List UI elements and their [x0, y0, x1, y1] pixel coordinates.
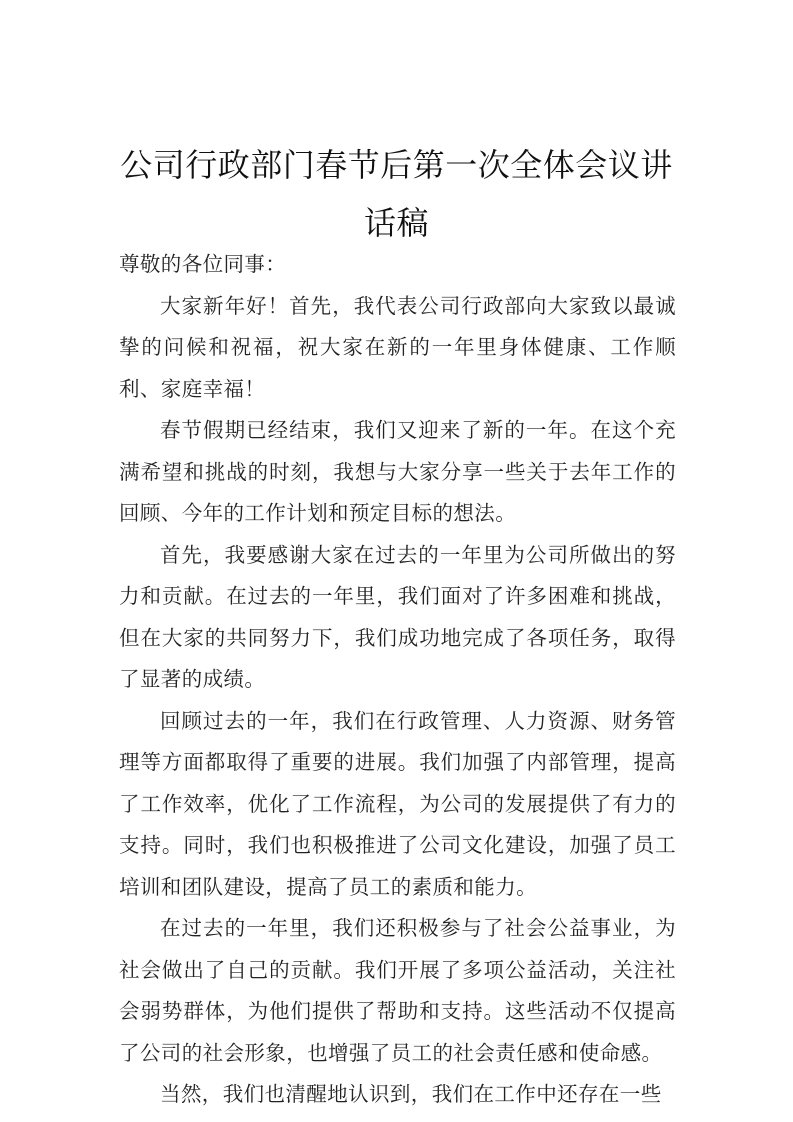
paragraph-review: 回顾过去的一年，我们在行政管理、人力资源、财务管理等方面都取得了重要的进展。我们加强了内部管理，提高了工作效率，优化了工作流程，为公司的发展提供了有力的支持。同时，我们也积极推进了公司文化建设，加强了员工培训和团队建设，提高了员工的素质和能力。	[119, 708, 676, 899]
document-body	[119, 244, 676, 1116]
document-title: 公司行政部门春节后第一次全体会议讲话稿	[120, 146, 673, 242]
paragraph-intro: 春节假期已经结束，我们又迎来了新的一年。在这个充满希望和挑战的时刻，我想与大家分享一些关于去年工作的回顾、今年的工作计划和预定目标的想法。	[119, 418, 676, 525]
paragraph-public-welfare: 在过去的一年里，我们还积极参与了社会公益事业，为社会做出了自己的贡献。我们开展了多项公益活动，关注社会弱势群体，为他们提供了帮助和支持。这些活动不仅提高了公司的社会形象，也增强了员工的社会责任感和使命感。	[119, 916, 676, 1065]
paragraph-shortcomings: 当然，我们也清醒地认识到，我们在工作中还存在一些	[160, 1082, 662, 1106]
paragraph-thanks: 首先，我要感谢大家在过去的一年里为公司所做出的努力和贡献。在过去的一年里，我们面对了许多困难和挑战，但在大家的共同努力下，我们成功地完成了各项任务，取得了显著的成绩。	[119, 542, 676, 691]
salutation: 尊敬的各位同事：	[119, 252, 287, 276]
paragraph-greeting: 大家新年好！首先，我代表公司行政部向大家致以最诚挚的问候和祝福，祝大家在新的一年里身体健康、工作顺利、家庭幸福！	[119, 293, 676, 401]
